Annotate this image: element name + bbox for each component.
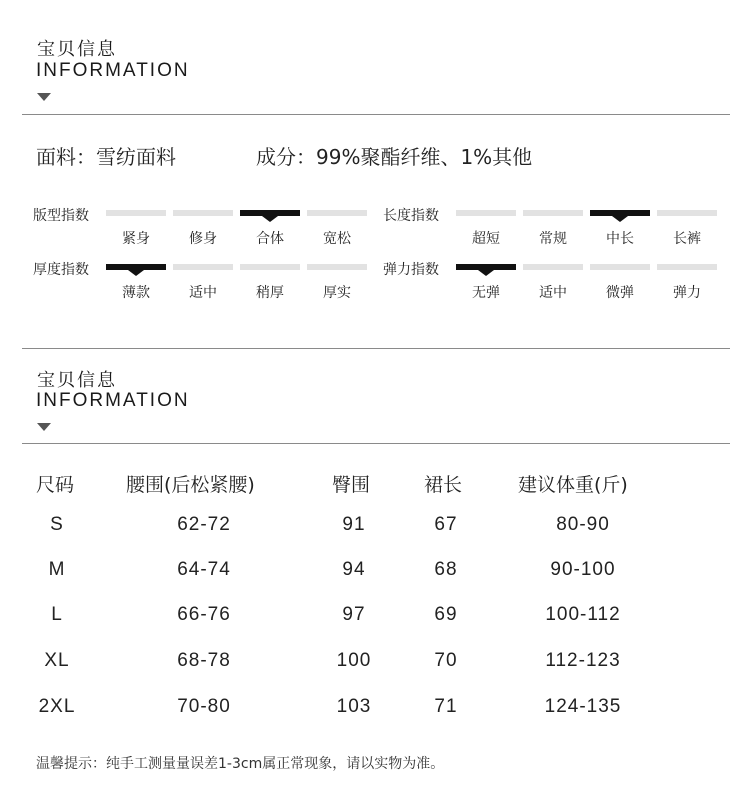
- index-bar-selected: [590, 210, 650, 216]
- index-option: 合体: [256, 231, 284, 247]
- section1-title-zh: 宝贝信息: [37, 39, 117, 60]
- index-option: 常规: [539, 231, 567, 247]
- section1-bottom-divider: [22, 348, 730, 349]
- size-label: XL: [44, 650, 70, 671]
- index-bar: [173, 210, 233, 216]
- index-bar: [657, 264, 717, 270]
- index-option: 厚实: [323, 285, 351, 301]
- index-option: 稍厚: [256, 285, 284, 301]
- size-label: M: [48, 559, 66, 580]
- section2-divider: [22, 443, 730, 444]
- table-header-cell: 腰围(后松紧腰): [126, 474, 255, 496]
- table-header-cell: 裙长: [424, 474, 463, 496]
- index-option: 薄款: [122, 285, 150, 301]
- section1-title-en: INFORMATION: [36, 60, 190, 81]
- size-label: L: [51, 604, 63, 625]
- index-bar: [590, 264, 650, 270]
- section2-triangle-icon: [37, 423, 51, 431]
- index-bar: [657, 210, 717, 216]
- table-header-cell: 建议体重(斤): [518, 474, 628, 496]
- index-bar-selected: [456, 264, 516, 270]
- section2-title-zh: 宝贝信息: [37, 370, 117, 391]
- index-option: 适中: [539, 285, 567, 301]
- index-label: 厚度指数: [33, 262, 89, 278]
- table-cell: 103: [336, 696, 372, 717]
- index-label: 长度指数: [383, 208, 439, 224]
- index-label: 弹力指数: [383, 262, 439, 278]
- fabric-text: 面料：雪纺面料: [36, 145, 176, 169]
- table-cell: 112-123: [545, 650, 621, 671]
- table-cell: 94: [342, 559, 366, 580]
- table-cell: 70-80: [177, 696, 231, 717]
- index-bar-selected: [106, 264, 166, 270]
- index-bar: [106, 210, 166, 216]
- table-cell: 68-78: [177, 650, 231, 671]
- table-cell: 64-74: [177, 559, 231, 580]
- index-bar: [523, 264, 583, 270]
- size-label: S: [50, 514, 64, 535]
- table-cell: 90-100: [550, 559, 616, 580]
- index-bar: [173, 264, 233, 270]
- index-bar: [523, 210, 583, 216]
- index-option: 修身: [189, 231, 217, 247]
- index-bar: [307, 210, 367, 216]
- table-cell: 100-112: [545, 604, 621, 625]
- composition-text: 成分：99%聚酯纤维、1%其他: [256, 145, 533, 169]
- index-option: 长裤: [673, 231, 701, 247]
- index-option: 适中: [189, 285, 217, 301]
- index-option: 紧身: [122, 231, 150, 247]
- table-header-cell: 臀围: [332, 474, 371, 496]
- index-option: 中长: [606, 231, 634, 247]
- table-cell: 80-90: [556, 514, 610, 535]
- table-cell: 124-135: [544, 696, 622, 717]
- table-cell: 62-72: [177, 514, 231, 535]
- table-cell: 97: [342, 604, 366, 625]
- table-cell: 70: [434, 650, 458, 671]
- section1-divider: [22, 114, 730, 115]
- table-cell: 66-76: [177, 604, 231, 625]
- index-bar: [456, 210, 516, 216]
- table-cell: 68: [434, 559, 458, 580]
- index-bar: [307, 264, 367, 270]
- index-bar: [240, 264, 300, 270]
- table-cell: 67: [434, 514, 458, 535]
- section2-title-en: INFORMATION: [36, 390, 190, 411]
- table-cell: 69: [434, 604, 458, 625]
- table-cell: 100: [336, 650, 372, 671]
- table-cell: 71: [434, 696, 458, 717]
- index-option: 微弹: [606, 285, 634, 301]
- section1-triangle-icon: [37, 93, 51, 101]
- table-header-cell: 尺码: [36, 474, 75, 496]
- table-cell: 91: [342, 514, 366, 535]
- index-option: 宽松: [323, 231, 351, 247]
- size-label: 2XL: [38, 696, 76, 717]
- index-option: 无弹: [472, 285, 500, 301]
- measurement-note: 温馨提示：纯手工测量量误差1-3cm属正常现象，请以实物为准。: [36, 756, 445, 772]
- index-bar-selected: [240, 210, 300, 216]
- index-option: 超短: [472, 231, 500, 247]
- index-label: 版型指数: [33, 208, 89, 224]
- index-option: 弹力: [673, 285, 701, 301]
